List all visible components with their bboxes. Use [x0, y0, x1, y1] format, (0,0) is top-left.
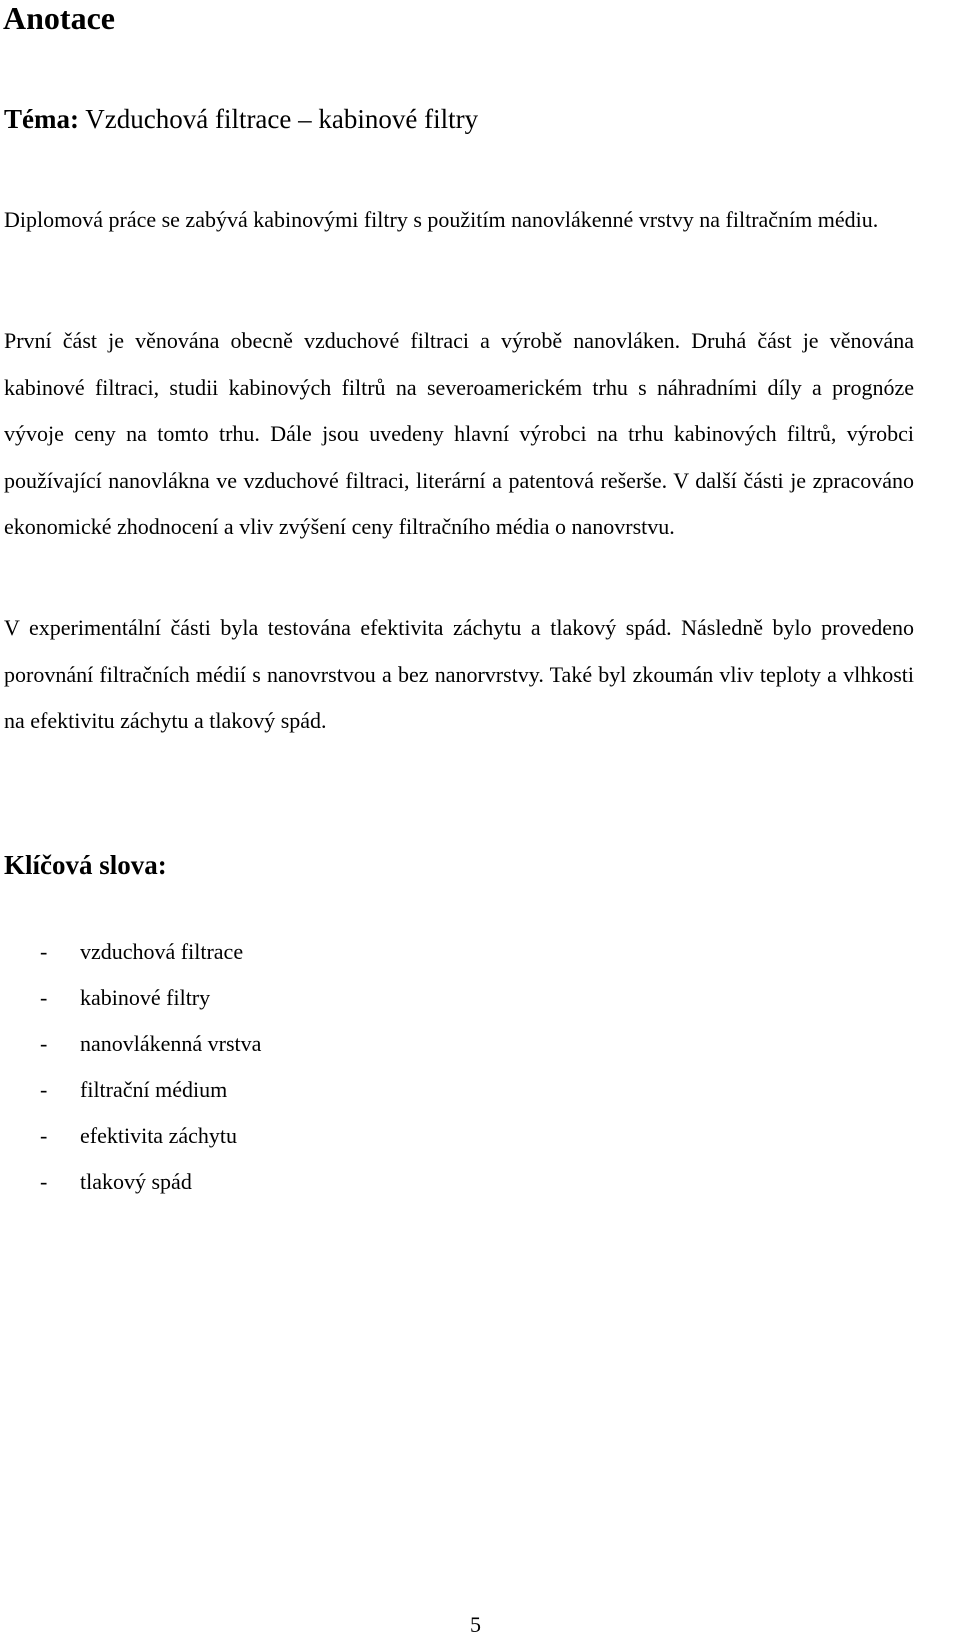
paragraph-intro: Diplomová práce se zabývá kabinovými filtry s použitím nanovlákenné vrstvy na filtračním médiu.	[4, 207, 879, 232]
keyword-item	[4, 983, 261, 1029]
page-number: 5	[470, 1612, 481, 1637]
keyword-text: nanovlákenná vrstva	[80, 1031, 262, 1056]
keyword-item	[4, 1075, 261, 1121]
keyword-bullet: -	[40, 1169, 48, 1194]
keyword-text: tlakový spád	[80, 1169, 192, 1194]
keyword-bullet: -	[40, 1077, 48, 1102]
page-heading: Anotace	[3, 0, 115, 36]
paragraph-contents: První část je věnována obecně vzduchové filtraci a výrobě nanovláken. Druhá část je věnována kabinové filtraci, studii kabinových filtrů na severoamerickém trhu s náhradními díly a prognóze vývoje ceny na tomto trhu. Dále jsou uvedeny hlavní výrobci na trhu kabinových filtrů, výrobci používající nanovlákna ve vzduchové filtraci, literární a patentová rešerše. V další části je zpracováno ekonomické zhodnocení a vliv zvýšení ceny filtračního média o nanovrstvu.	[4, 328, 914, 539]
keyword-item	[4, 1167, 261, 1213]
keyword-item	[4, 1029, 261, 1075]
keyword-text: vzduchová filtrace	[80, 939, 244, 964]
keywords-list	[4, 937, 261, 1213]
keyword-item	[4, 1121, 261, 1167]
keyword-bullet: -	[40, 939, 48, 964]
keywords-heading: Klíčová slova:	[4, 850, 167, 880]
keyword-text: filtrační médium	[80, 1077, 228, 1102]
topic-line	[4, 102, 924, 136]
keyword-text: kabinové filtry	[80, 985, 211, 1010]
topic-label: Téma:	[4, 104, 79, 134]
keyword-bullet: -	[40, 1123, 48, 1148]
keyword-bullet: -	[40, 1031, 48, 1056]
keyword-item	[4, 937, 261, 983]
keyword-text: efektivita záchytu	[80, 1123, 237, 1148]
topic-value: Vzduchová filtrace – kabinové filtry	[85, 104, 479, 134]
paragraph-experimental: V experimentální části byla testována efektivita záchytu a tlakový spád. Následně bylo provedeno porovnání filtračních médií s nanovrstvou a bez nanorvrstvy. Také byl zkoumán vliv teploty a vlhkosti na efektivitu záchytu a tlakový spád.	[4, 615, 914, 733]
keyword-bullet: -	[40, 985, 48, 1010]
